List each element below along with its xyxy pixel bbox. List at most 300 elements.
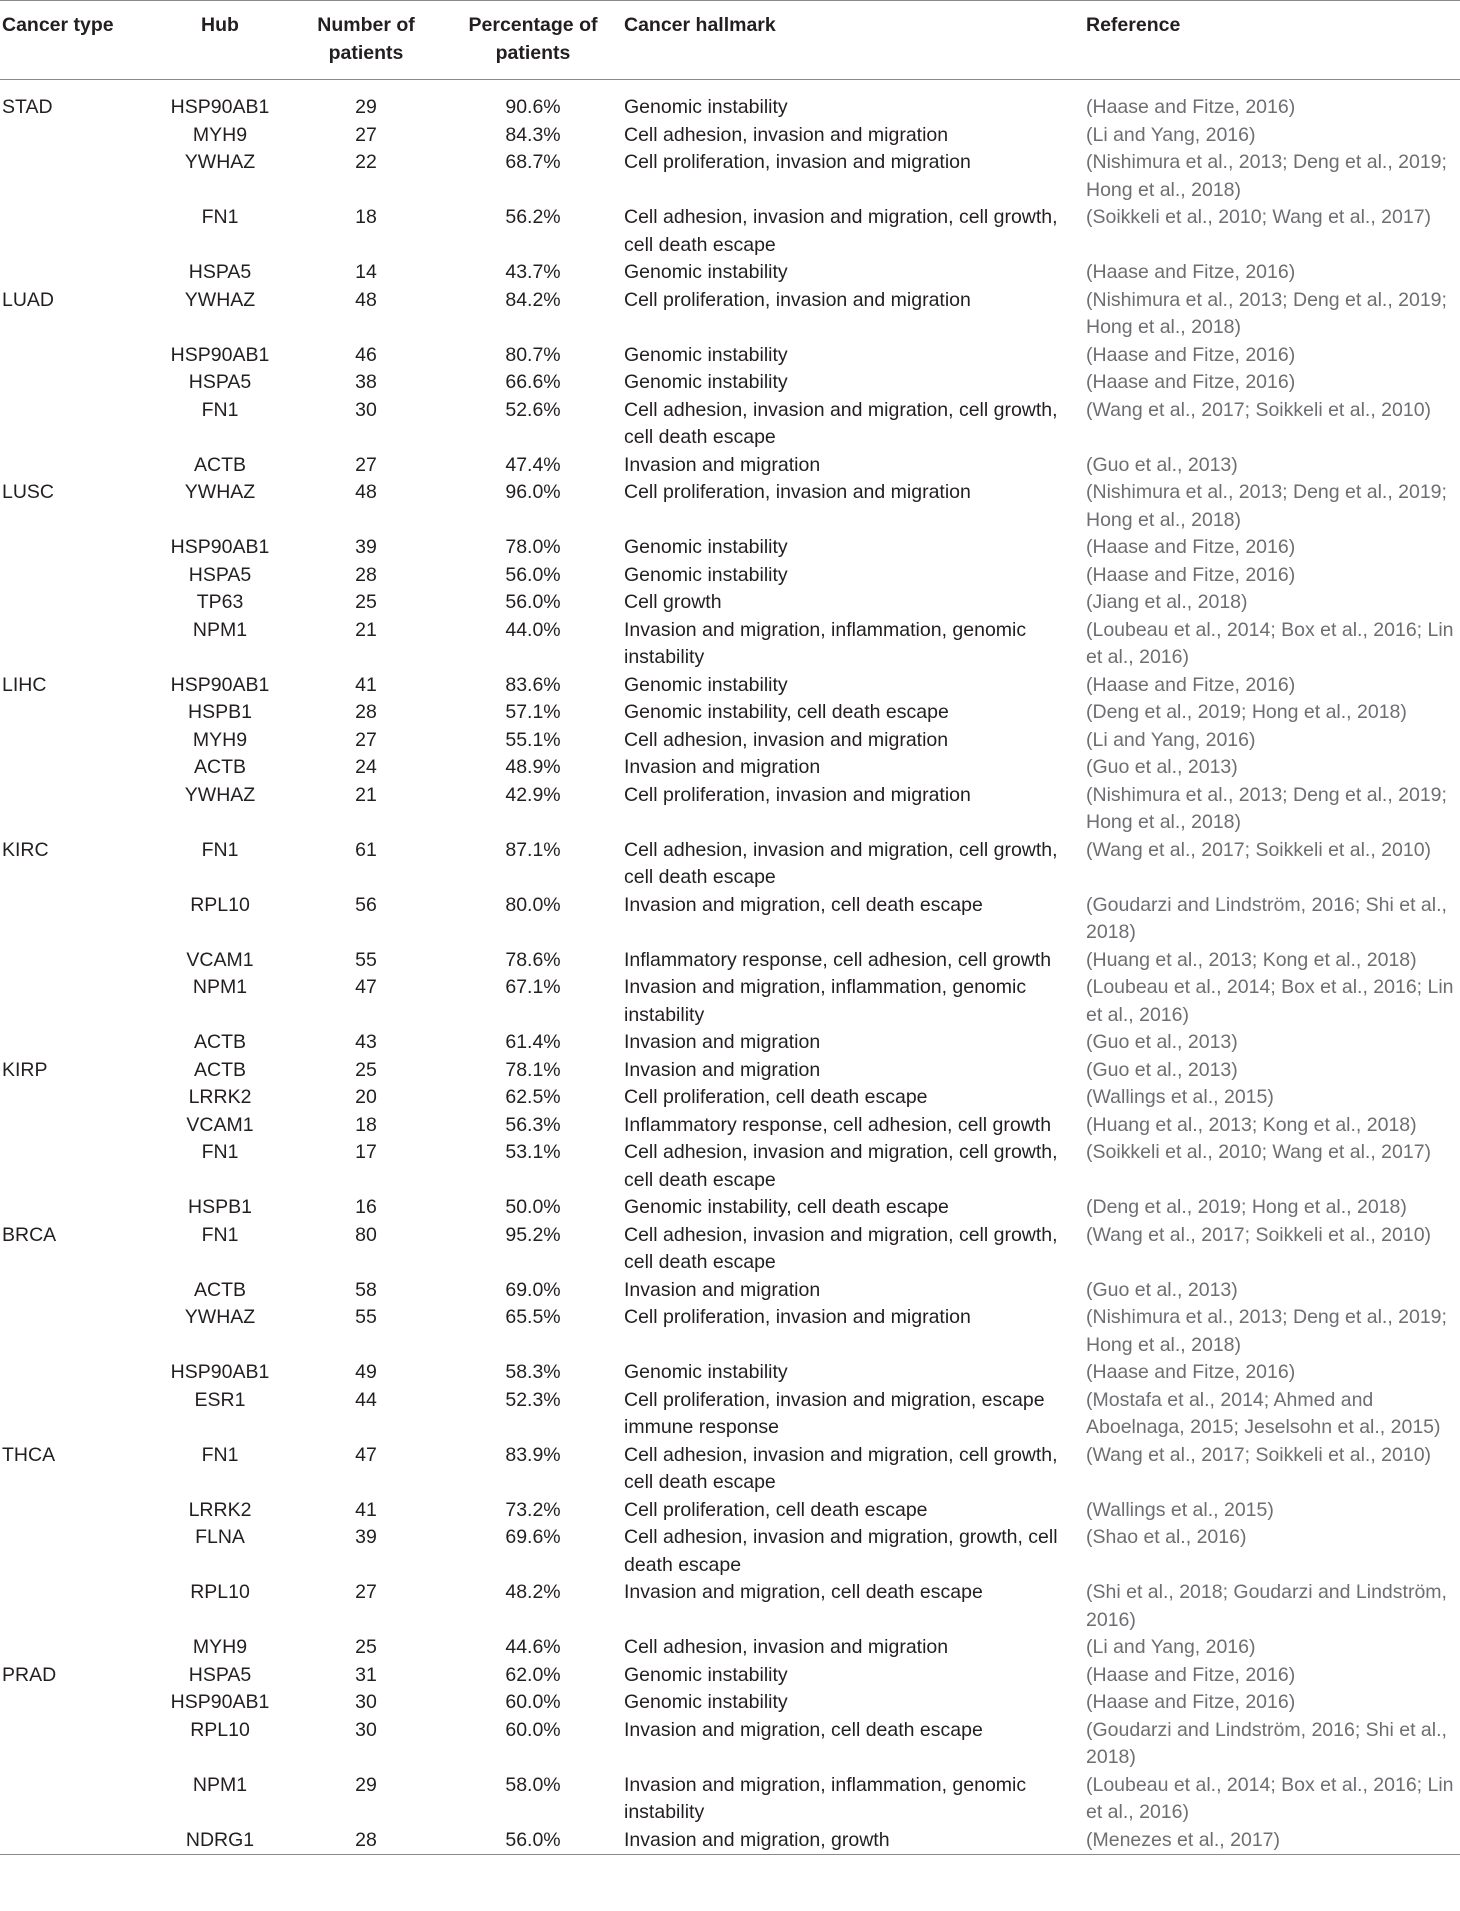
hallmark-cell: Genomic instability [624, 371, 788, 393]
patient-count-cell: 56 [355, 893, 377, 916]
cancer-type-cell [0, 754, 150, 782]
patient-count-cell: 30 [355, 398, 377, 421]
patient-count-cell: 49 [355, 1361, 377, 1383]
hub-cell: NDRG1 [185, 1828, 255, 1851]
patient-percentage-cell: 56.0% [505, 591, 561, 613]
patient-count-cell: 27 [355, 728, 377, 751]
patient-count-cell: 25 [355, 1058, 377, 1081]
hallmark-cell: Cell adhesion, invasion and migration [624, 123, 949, 146]
table-row [0, 1497, 1460, 1525]
cancer-type-cell: KIRP [2, 1058, 48, 1081]
hub-cell: MYH9 [192, 1636, 248, 1658]
table-row [0, 1717, 1460, 1772]
patient-count-cell: 27 [355, 1581, 377, 1603]
patient-count-cell: 48 [355, 288, 377, 311]
hub-cell: RPL10 [190, 1718, 250, 1741]
patient-percentage-cell: 48.2% [505, 1581, 561, 1603]
hallmark-cell: Cell proliferation, cell death escape [624, 1498, 928, 1521]
reference-cell: (Li and Yang, 2016) [1086, 728, 1256, 751]
reference-cell: (Goudarzi and Lindström, 2016; Shi et al., 2018) [1086, 893, 1447, 943]
cancer-type-cell: KIRC [2, 838, 49, 861]
hub-cell: HSP90AB1 [170, 1361, 270, 1383]
hub-cell: ACTB [193, 1058, 246, 1081]
patient-count-cell: 14 [355, 261, 377, 283]
patient-count-cell: 31 [355, 1663, 377, 1686]
cancer-type-cell [0, 1029, 150, 1057]
hub-cell: FN1 [201, 1141, 239, 1163]
reference-cell: (Mostafa et al., 2014; Ahmed and Aboelnaga, 2015; Jeselsohn et al., 2015) [1086, 1388, 1441, 1438]
hub-cell: HSPA5 [188, 371, 252, 393]
patient-percentage-cell: 90.6% [505, 96, 561, 118]
table-row [0, 837, 1460, 892]
patient-percentage-cell: 60.0% [505, 1718, 561, 1741]
patient-count-cell: 39 [355, 1526, 377, 1548]
table-row [0, 1827, 1460, 1855]
reference-cell: (Deng et al., 2019; Hong et al., 2018) [1086, 701, 1407, 723]
table-row [0, 1057, 1460, 1085]
cancer-type-cell: PRAD [2, 1663, 57, 1686]
hallmark-cell: Cell adhesion, invasion and migration, cell growth, cell death escape [624, 398, 1058, 448]
hub-cell: YWHAZ [184, 151, 256, 173]
header-cancer-type: Cancer type [2, 14, 114, 36]
reference-cell: (Haase and Fitze, 2016) [1086, 261, 1296, 283]
hub-cell: ACTB [193, 1031, 246, 1053]
hub-cell: ACTB [193, 1278, 246, 1301]
table-row [0, 1194, 1460, 1222]
reference-cell: (Huang et al., 2013; Kong et al., 2018) [1086, 948, 1417, 971]
reference-cell: (Deng et al., 2019; Hong et al., 2018) [1086, 1196, 1407, 1218]
reference-cell: (Wang et al., 2017; Soikkeli et al., 2010) [1086, 838, 1432, 861]
patient-percentage-cell: 78.1% [505, 1058, 561, 1081]
hallmark-cell: Invasion and migration [624, 1058, 821, 1081]
reference-cell: (Soikkeli et al., 2010; Wang et al., 2017) [1086, 206, 1432, 228]
hub-cell: TP63 [196, 591, 244, 613]
reference-cell: (Guo et al., 2013) [1086, 453, 1238, 476]
patient-percentage-cell: 44.0% [505, 618, 561, 641]
hallmark-cell: Genomic instability [624, 563, 788, 586]
hallmark-cell: Cell adhesion, invasion and migration [624, 1636, 949, 1658]
patient-count-cell: 61 [355, 838, 377, 861]
cancer-type-cell [0, 1827, 150, 1855]
reference-cell: (Wang et al., 2017; Soikkeli et al., 2010) [1086, 1223, 1432, 1246]
patient-count-cell: 22 [355, 151, 377, 173]
hallmark-cell: Genomic instability [624, 343, 788, 366]
patient-count-cell: 25 [355, 591, 377, 613]
hallmark-cell: Invasion and migration [624, 756, 821, 778]
table-row [0, 782, 1460, 837]
reference-cell: (Soikkeli et al., 2010; Wang et al., 2017) [1086, 1141, 1432, 1163]
patient-percentage-cell: 48.9% [505, 756, 561, 778]
patient-count-cell: 43 [355, 1031, 377, 1053]
table-row [0, 1084, 1460, 1112]
reference-cell: (Loubeau et al., 2014; Box et al., 2016; Lin et al., 2016) [1086, 618, 1454, 668]
reference-cell: (Goudarzi and Lindström, 2016; Shi et al., 2018) [1086, 1718, 1447, 1768]
patient-percentage-cell: 78.0% [505, 536, 561, 558]
hub-cell: YWHAZ [184, 1306, 256, 1328]
patient-count-cell: 29 [355, 96, 377, 118]
hallmark-cell: Genomic instability [624, 96, 788, 118]
table-row [0, 1662, 1460, 1690]
reference-cell: (Guo et al., 2013) [1086, 756, 1238, 778]
header-cancer-hallmark: Cancer hallmark [624, 14, 776, 36]
patient-count-cell: 21 [355, 783, 377, 806]
reference-cell: (Nishimura et al., 2013; Deng et al., 2019; Hong et al., 2018) [1086, 1306, 1447, 1356]
cancer-type-cell [0, 452, 150, 480]
reference-cell: (Haase and Fitze, 2016) [1086, 536, 1296, 558]
table-row [0, 149, 1460, 204]
table-row [0, 1277, 1460, 1305]
hub-cell: ACTB [193, 453, 246, 476]
cancer-type-cell [0, 1139, 150, 1194]
patient-count-cell: 18 [355, 206, 377, 228]
patient-percentage-cell: 58.0% [505, 1773, 561, 1796]
cancer-type-cell [0, 149, 150, 204]
table-row [0, 534, 1460, 562]
patient-percentage-cell: 53.1% [505, 1141, 561, 1163]
patient-percentage-cell: 84.3% [505, 123, 561, 146]
hub-cell: NPM1 [192, 1773, 248, 1796]
patient-percentage-cell: 47.4% [505, 453, 561, 476]
cancer-type-cell [0, 1634, 150, 1662]
cancer-type-cell [0, 122, 150, 150]
patient-percentage-cell: 73.2% [505, 1498, 561, 1521]
table-row [0, 617, 1460, 672]
reference-cell: (Nishimura et al., 2013; Deng et al., 2019; Hong et al., 2018) [1086, 783, 1447, 833]
patient-percentage-cell: 57.1% [505, 701, 561, 723]
patient-percentage-cell: 80.7% [505, 343, 561, 366]
hallmark-cell: Invasion and migration [624, 1278, 821, 1301]
hallmark-cell: Cell adhesion, invasion and migration, cell growth, cell death escape [624, 1223, 1058, 1273]
patient-count-cell: 55 [355, 948, 377, 971]
hallmark-cell: Genomic instability, cell death escape [624, 701, 949, 723]
hub-cell: YWHAZ [184, 783, 256, 806]
cancer-type-cell [0, 1579, 150, 1634]
table-row [0, 589, 1460, 617]
table-row [0, 947, 1460, 975]
header-row [0, 1, 1460, 80]
patient-percentage-cell: 66.6% [505, 371, 561, 393]
patient-count-cell: 58 [355, 1278, 377, 1301]
hub-cell: HSP90AB1 [170, 1691, 270, 1713]
table-row [0, 122, 1460, 150]
patient-count-cell: 38 [355, 371, 377, 393]
cancer-type-cell [0, 1689, 150, 1717]
patient-count-cell: 41 [355, 1498, 377, 1521]
reference-cell: (Haase and Fitze, 2016) [1086, 343, 1296, 366]
table-row [0, 1689, 1460, 1717]
patient-percentage-cell: 83.6% [505, 673, 561, 696]
hallmark-cell: Cell proliferation, invasion and migration [624, 1306, 971, 1328]
patient-percentage-cell: 56.3% [505, 1113, 561, 1136]
hub-cell: YWHAZ [184, 481, 256, 503]
hallmark-cell: Genomic instability [624, 536, 788, 558]
header-percentage-of-patients: Percentage of patients [468, 14, 598, 64]
hallmark-cell: Cell adhesion, invasion and migration, cell growth, cell death escape [624, 1141, 1058, 1191]
cancer-type-cell [0, 1772, 150, 1827]
hallmark-cell: Cell proliferation, invasion and migration [624, 288, 971, 311]
reference-cell: (Guo et al., 2013) [1086, 1058, 1238, 1081]
patient-percentage-cell: 69.6% [505, 1526, 561, 1548]
patient-percentage-cell: 84.2% [505, 288, 561, 311]
hub-cell: HSP90AB1 [170, 536, 270, 558]
hub-cell: LRRK2 [188, 1086, 252, 1108]
hallmark-cell: Cell adhesion, invasion and migration, growth, cell death escape [624, 1526, 1058, 1576]
header-hub: Hub [201, 14, 239, 36]
cancer-type-cell [0, 342, 150, 370]
reference-cell: (Wallings et al., 2015) [1086, 1498, 1274, 1521]
cancer-type-cell [0, 974, 150, 1029]
hallmark-cell: Inflammatory response, cell adhesion, cell growth [624, 948, 1052, 971]
hub-cell: ACTB [193, 756, 246, 778]
table-body [0, 80, 1460, 1855]
hallmark-cell: Genomic instability [624, 261, 788, 283]
hub-cell: FN1 [201, 1443, 239, 1466]
hub-cell: LRRK2 [188, 1498, 252, 1521]
reference-cell: (Menezes et al., 2017) [1086, 1828, 1281, 1851]
hub-cell: FLNA [195, 1526, 245, 1548]
hallmark-cell: Invasion and migration, cell death escape [624, 1581, 983, 1603]
hallmark-cell: Cell proliferation, invasion and migration [624, 151, 971, 173]
reference-cell: (Guo et al., 2013) [1086, 1278, 1238, 1301]
hub-cell: HSPA5 [188, 261, 252, 283]
table-row [0, 1387, 1460, 1442]
patient-percentage-cell: 78.6% [505, 948, 561, 971]
table-header [0, 1, 1460, 80]
patient-percentage-cell: 43.7% [505, 261, 561, 283]
table-row [0, 80, 1460, 122]
cancer-type-cell: THCA [2, 1443, 56, 1466]
hub-cell: VCAM1 [186, 948, 254, 971]
patient-percentage-cell: 56.0% [505, 1828, 561, 1851]
patient-percentage-cell: 95.2% [505, 1223, 561, 1246]
cancer-type-cell [0, 1112, 150, 1140]
patient-count-cell: 16 [355, 1196, 377, 1218]
hallmark-cell: Cell proliferation, cell death escape [624, 1086, 928, 1108]
reference-cell: (Jiang et al., 2018) [1086, 591, 1248, 613]
hub-cell: VCAM1 [186, 1113, 254, 1136]
patient-percentage-cell: 87.1% [505, 838, 561, 861]
hallmark-cell: Inflammatory response, cell adhesion, cell growth [624, 1113, 1052, 1136]
cancer-type-cell [0, 562, 150, 590]
reference-cell: (Shao et al., 2016) [1086, 1526, 1247, 1548]
cancer-type-cell [0, 1277, 150, 1305]
patient-count-cell: 20 [355, 1086, 377, 1108]
patient-percentage-cell: 58.3% [505, 1361, 561, 1383]
patient-percentage-cell: 44.6% [505, 1636, 561, 1658]
header-reference: Reference [1086, 14, 1181, 36]
hub-cell: HSPA5 [188, 1663, 252, 1686]
patient-percentage-cell: 65.5% [505, 1306, 561, 1328]
patient-count-cell: 28 [355, 563, 377, 586]
hallmark-cell: Cell proliferation, invasion and migration, escape immune response [624, 1388, 1045, 1438]
table-row [0, 397, 1460, 452]
cancer-type-cell [0, 1084, 150, 1112]
cancer-type-cell [0, 699, 150, 727]
cancer-type-cell [0, 259, 150, 287]
patient-percentage-cell: 69.0% [505, 1278, 561, 1301]
table-row [0, 1442, 1460, 1497]
hallmark-cell: Cell growth [624, 591, 722, 613]
reference-cell: (Loubeau et al., 2014; Box et al., 2016; Lin et al., 2016) [1086, 1773, 1454, 1823]
hub-cell: RPL10 [190, 1581, 250, 1603]
hallmark-cell: Invasion and migration, inflammation, genomic instability [624, 976, 1027, 1026]
hallmark-cell: Invasion and migration [624, 453, 821, 476]
hallmark-cell: Cell adhesion, invasion and migration [624, 728, 949, 751]
table-row [0, 1304, 1460, 1359]
cancer-type-cell [0, 1387, 150, 1442]
hallmark-cell: Cell proliferation, invasion and migration [624, 481, 971, 503]
cancer-type-cell [0, 204, 150, 259]
patient-count-cell: 30 [355, 1718, 377, 1741]
reference-cell: (Li and Yang, 2016) [1086, 1636, 1256, 1658]
reference-cell: (Haase and Fitze, 2016) [1086, 673, 1296, 696]
cancer-type-cell: BRCA [2, 1223, 57, 1246]
patient-percentage-cell: 67.1% [505, 976, 561, 998]
table-row [0, 672, 1460, 700]
reference-cell: (Guo et al., 2013) [1086, 1031, 1238, 1053]
table-row [0, 974, 1460, 1029]
table-row [0, 1524, 1460, 1579]
hub-cell: RPL10 [190, 893, 250, 916]
hub-cell: ESR1 [194, 1388, 246, 1411]
cancer-type-cell [0, 534, 150, 562]
reference-cell: (Wang et al., 2017; Soikkeli et al., 2010) [1086, 398, 1432, 421]
patient-count-cell: 25 [355, 1636, 377, 1658]
table-row [0, 562, 1460, 590]
reference-cell: (Loubeau et al., 2014; Box et al., 2016; Lin et al., 2016) [1086, 976, 1454, 1026]
patient-percentage-cell: 56.2% [505, 206, 561, 228]
patient-count-cell: 29 [355, 1773, 377, 1796]
header-number-of-patients: Number of patients [317, 14, 415, 64]
cancer-type-cell: LUSC [2, 481, 55, 503]
table-row [0, 1139, 1460, 1194]
hallmark-cell: Genomic instability, cell death escape [624, 1196, 949, 1218]
patient-count-cell: 39 [355, 536, 377, 558]
cancer-type-cell [0, 1524, 150, 1579]
patient-percentage-cell: 96.0% [505, 481, 561, 503]
hallmark-cell: Genomic instability [624, 1663, 788, 1686]
hub-cell: FN1 [201, 838, 239, 861]
cancer-type-cell [0, 589, 150, 617]
patient-percentage-cell: 62.0% [505, 1663, 561, 1686]
table-row [0, 259, 1460, 287]
hub-cell: HSPB1 [188, 701, 252, 723]
reference-cell: (Haase and Fitze, 2016) [1086, 371, 1296, 393]
hallmark-cell: Cell adhesion, invasion and migration, cell growth, cell death escape [624, 206, 1058, 256]
hub-cell: HSP90AB1 [170, 96, 270, 118]
table-row [0, 1579, 1460, 1634]
reference-cell: (Shi et al., 2018; Goudarzi and Lindström, 2016) [1086, 1581, 1447, 1631]
reference-cell: (Nishimura et al., 2013; Deng et al., 2019; Hong et al., 2018) [1086, 481, 1447, 531]
cancer-type-cell [0, 1194, 150, 1222]
table-row [0, 754, 1460, 782]
cancer-type-cell [0, 397, 150, 452]
cancer-type-cell [0, 1717, 150, 1772]
table-row [0, 479, 1460, 534]
reference-cell: (Haase and Fitze, 2016) [1086, 1663, 1296, 1686]
hub-cell: NPM1 [192, 976, 248, 998]
hallmark-cell: Invasion and migration, growth [624, 1828, 890, 1851]
hub-cell: MYH9 [192, 123, 248, 146]
reference-cell: (Li and Yang, 2016) [1086, 123, 1256, 146]
patient-count-cell: 47 [355, 1443, 377, 1466]
hub-cell: HSPA5 [188, 563, 252, 586]
patient-count-cell: 48 [355, 481, 377, 503]
hub-cell: FN1 [201, 1223, 239, 1246]
hallmark-cell: Genomic instability [624, 1691, 788, 1713]
hallmark-cell: Invasion and migration, cell death escape [624, 1718, 983, 1741]
patient-percentage-cell: 52.6% [505, 398, 561, 421]
hub-cell: HSP90AB1 [170, 673, 270, 696]
hallmark-cell: Invasion and migration [624, 1031, 821, 1053]
cancer-type-cell [0, 617, 150, 672]
cancer-type-cell [0, 782, 150, 837]
hub-cell: MYH9 [192, 728, 248, 751]
hallmark-cell: Cell adhesion, invasion and migration, cell growth, cell death escape [624, 838, 1058, 888]
table-row [0, 1112, 1460, 1140]
patient-count-cell: 55 [355, 1306, 377, 1328]
patient-percentage-cell: 50.0% [505, 1196, 561, 1218]
patient-count-cell: 17 [355, 1141, 377, 1163]
patient-percentage-cell: 83.9% [505, 1443, 561, 1466]
hallmark-cell: Cell adhesion, invasion and migration, cell growth, cell death escape [624, 1443, 1058, 1493]
patient-count-cell: 46 [355, 343, 377, 366]
hub-cell: FN1 [201, 398, 239, 421]
table-row [0, 287, 1460, 342]
cancer-type-cell [0, 947, 150, 975]
patient-percentage-cell: 62.5% [505, 1086, 561, 1108]
hub-cell: HSP90AB1 [170, 343, 270, 366]
patient-percentage-cell: 52.3% [505, 1388, 561, 1411]
table-row [0, 204, 1460, 259]
cancer-type-cell: LUAD [2, 288, 55, 311]
hallmark-cell: Genomic instability [624, 673, 788, 696]
patient-count-cell: 28 [355, 1828, 377, 1851]
patient-count-cell: 41 [355, 673, 377, 696]
patient-percentage-cell: 56.0% [505, 563, 561, 586]
patient-count-cell: 24 [355, 756, 377, 778]
table-row [0, 369, 1460, 397]
reference-cell: (Wallings et al., 2015) [1086, 1086, 1274, 1108]
patient-count-cell: 80 [355, 1223, 377, 1246]
hub-cell: FN1 [201, 206, 239, 228]
hallmark-cell: Invasion and migration, inflammation, genomic instability [624, 618, 1027, 668]
patient-percentage-cell: 68.7% [505, 151, 561, 173]
patient-count-cell: 21 [355, 618, 377, 641]
cancer-type-cell [0, 1497, 150, 1525]
reference-cell: (Wang et al., 2017; Soikkeli et al., 2010) [1086, 1443, 1432, 1466]
patient-percentage-cell: 60.0% [505, 1691, 561, 1713]
cancer-type-cell: LIHC [2, 673, 47, 696]
table-row [0, 727, 1460, 755]
patient-percentage-cell: 80.0% [505, 893, 561, 916]
patient-count-cell: 18 [355, 1113, 377, 1136]
reference-cell: (Haase and Fitze, 2016) [1086, 1691, 1296, 1713]
table-row [0, 1222, 1460, 1277]
reference-cell: (Nishimura et al., 2013; Deng et al., 2019; Hong et al., 2018) [1086, 288, 1447, 338]
hallmark-cell: Cell proliferation, invasion and migration [624, 783, 971, 806]
reference-cell: (Huang et al., 2013; Kong et al., 2018) [1086, 1113, 1417, 1136]
table-row [0, 1359, 1460, 1387]
reference-cell: (Haase and Fitze, 2016) [1086, 1361, 1296, 1383]
patient-percentage-cell: 55.1% [505, 728, 561, 751]
patient-count-cell: 28 [355, 701, 377, 723]
patient-count-cell: 30 [355, 1691, 377, 1713]
table-row [0, 452, 1460, 480]
reference-cell: (Nishimura et al., 2013; Deng et al., 2019; Hong et al., 2018) [1086, 151, 1447, 201]
cancer-type-cell [0, 1359, 150, 1387]
patient-percentage-cell: 61.4% [505, 1031, 561, 1053]
